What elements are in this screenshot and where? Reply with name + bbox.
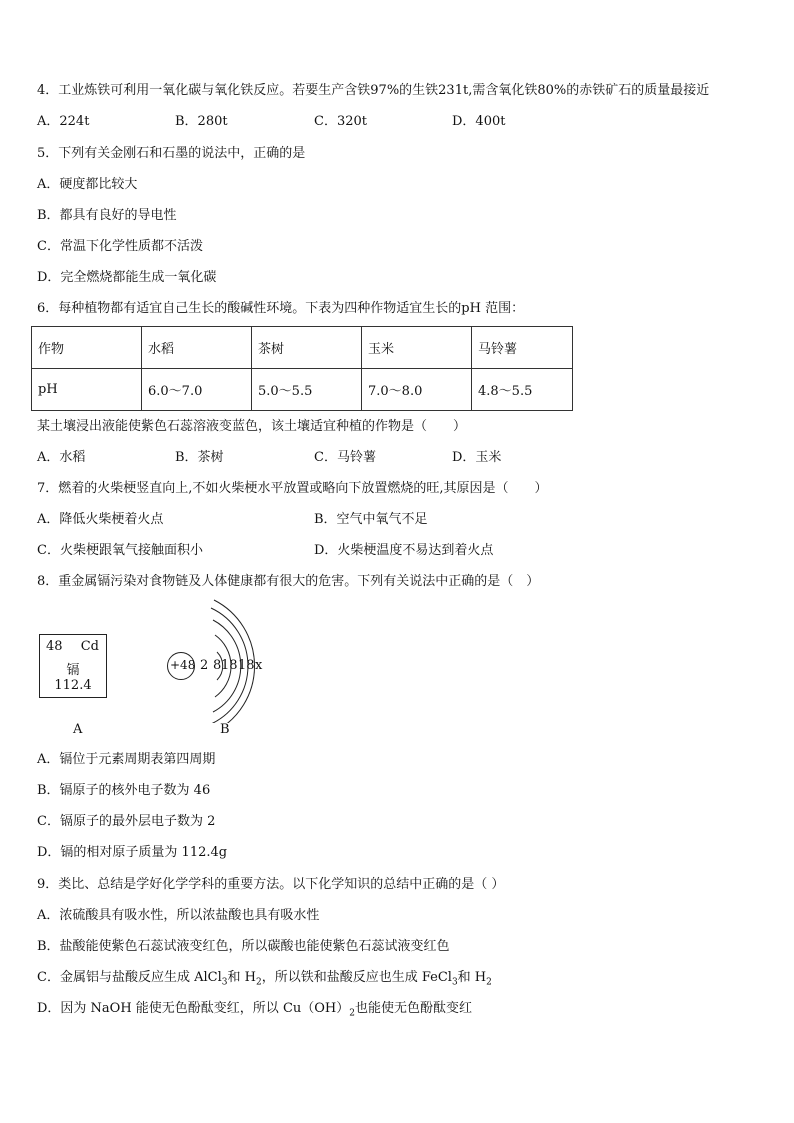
q7-option-b[interactable]: B．空气中氧气不足 bbox=[314, 512, 428, 527]
q5-stem: 5．下列有关金刚石和石墨的说法中，正确的是 bbox=[37, 146, 306, 161]
atomic-number: 48 bbox=[46, 639, 63, 654]
q9-stem: 9．类比、总结是学好化学学科的重要方法。以下化学知识的总结中正确的是（ ） bbox=[37, 877, 505, 892]
q9-option-a[interactable]: A．浓硫酸具有吸水性，所以浓盐酸也具有吸水性 bbox=[37, 908, 320, 923]
option-text: C．金属铝与盐酸反应生成 AlCl bbox=[37, 970, 222, 985]
q8-stem: 8．重金属镉污染对食物链及人体健康都有很大的危害。下列有关说法中正确的是（ ） bbox=[37, 574, 540, 589]
q7-option-c[interactable]: C．火柴梗跟氧气接触面积小 bbox=[37, 543, 203, 558]
q9-option-d[interactable] bbox=[37, 1000, 472, 1023]
q6-stem: 6．每种植物都有适宜自己生长的酸碱性环境。下表为四种作物适宜生长的pH 范围： bbox=[37, 301, 525, 316]
shell-2-electrons: 8 bbox=[213, 658, 222, 673]
ph-table-row bbox=[32, 369, 573, 411]
q6-option-d[interactable]: D．玉米 bbox=[452, 450, 502, 465]
q4-stem: 4．工业炼铁可利用一氧化碳与氧化铁反应。若要生产含铁97%的生铁231t,需含氧化铁80%的赤铁矿石的质量最接近 bbox=[37, 83, 710, 98]
subscript: 2 bbox=[349, 1008, 355, 1019]
q6-option-a[interactable]: A．水稻 bbox=[37, 450, 86, 465]
element-symbol: Cd bbox=[80, 639, 99, 654]
shell-1-electrons: 2 bbox=[200, 658, 209, 673]
q8-option-a[interactable]: A．镉位于元素周期表第四周期 bbox=[37, 752, 216, 767]
element-name: 镉 bbox=[66, 663, 80, 678]
q9-option-c[interactable] bbox=[37, 969, 492, 992]
nucleus-charge: +48 bbox=[170, 658, 196, 672]
figure-label-a: A bbox=[73, 722, 83, 737]
q8-option-d[interactable]: D．镉的相对原子质量为 112.4g bbox=[37, 845, 228, 860]
q5-option-c[interactable]: C．常温下化学性质都不活泼 bbox=[37, 239, 203, 254]
q4-option-d[interactable]: D．400t bbox=[452, 114, 506, 129]
table-cell: 作物 bbox=[32, 327, 142, 369]
table-cell: 7.0～8.0 bbox=[362, 369, 472, 411]
q7-stem: 7．燃着的火柴梗竖直向上,不如火柴梗水平放置或略向下放置燃烧的旺,其原因是（ ） bbox=[37, 481, 548, 496]
subscript: 3 bbox=[221, 977, 228, 988]
figure-label-b: B bbox=[220, 722, 230, 737]
option-text: 和 H bbox=[227, 970, 256, 985]
shell-5-electrons: x bbox=[255, 658, 263, 673]
element-card-cadmium bbox=[39, 634, 107, 698]
q5-option-d[interactable]: D．完全燃烧都能生成一氧化碳 bbox=[37, 270, 217, 285]
table-cell: 5.0～5.5 bbox=[252, 369, 362, 411]
ph-table-header-row bbox=[32, 327, 573, 369]
table-cell: 茶树 bbox=[252, 327, 362, 369]
table-cell: 马铃薯 bbox=[472, 327, 573, 369]
q5-option-b[interactable]: B．都具有良好的导电性 bbox=[37, 208, 177, 223]
q7-option-a[interactable]: A．降低火柴梗着火点 bbox=[37, 512, 164, 527]
q8-option-c[interactable]: C．镉原子的最外层电子数为 2 bbox=[37, 814, 216, 829]
atomic-mass: 112.4 bbox=[54, 678, 92, 693]
q7-option-d[interactable]: D．火柴梗温度不易达到着火点 bbox=[314, 543, 494, 558]
q4-option-c[interactable]: C．320t bbox=[314, 114, 367, 129]
table-cell: 水稻 bbox=[142, 327, 252, 369]
option-text: 和 H bbox=[457, 970, 487, 985]
shell-3-electrons: 18 bbox=[221, 658, 238, 673]
subscript: 3 bbox=[451, 977, 458, 988]
table-cell: 4.8～5.5 bbox=[472, 369, 573, 411]
q9-option-b[interactable]: B．盐酸能使紫色石蕊试液变红色，所以碳酸也能使紫色石蕊试液变红色 bbox=[37, 939, 450, 954]
option-text: ，所以铁和盐酸反应也生成 FeCl bbox=[261, 970, 452, 985]
table-cell: 6.0～7.0 bbox=[142, 369, 252, 411]
q4-option-b[interactable]: B．280t bbox=[175, 114, 228, 129]
subscript: 2 bbox=[255, 977, 262, 988]
q5-option-a[interactable]: A．硬度都比较大 bbox=[37, 177, 138, 192]
option-text: D．因为 NaOH 能使无色酚酞变红，所以 Cu（OH） bbox=[37, 1001, 350, 1016]
q6-question: 某土壤浸出液能使紫色石蕊溶液变蓝色，该土壤适宜种植的作物是（ ） bbox=[37, 419, 467, 434]
option-text: 也能使无色酚酞变红 bbox=[355, 1001, 473, 1016]
table-cell: 玉米 bbox=[362, 327, 472, 369]
table-cell: pH bbox=[32, 369, 142, 411]
shell-4-electrons: 18 bbox=[238, 658, 255, 673]
q6-option-c[interactable]: C．马铃薯 bbox=[314, 450, 376, 465]
q8-option-b[interactable]: B．镉原子的核外电子数为 46 bbox=[37, 783, 211, 798]
subscript: 2 bbox=[486, 977, 492, 988]
q4-option-a[interactable]: A．224t bbox=[37, 114, 90, 129]
q6-option-b[interactable]: B．茶树 bbox=[175, 450, 224, 465]
ph-table bbox=[31, 326, 573, 411]
